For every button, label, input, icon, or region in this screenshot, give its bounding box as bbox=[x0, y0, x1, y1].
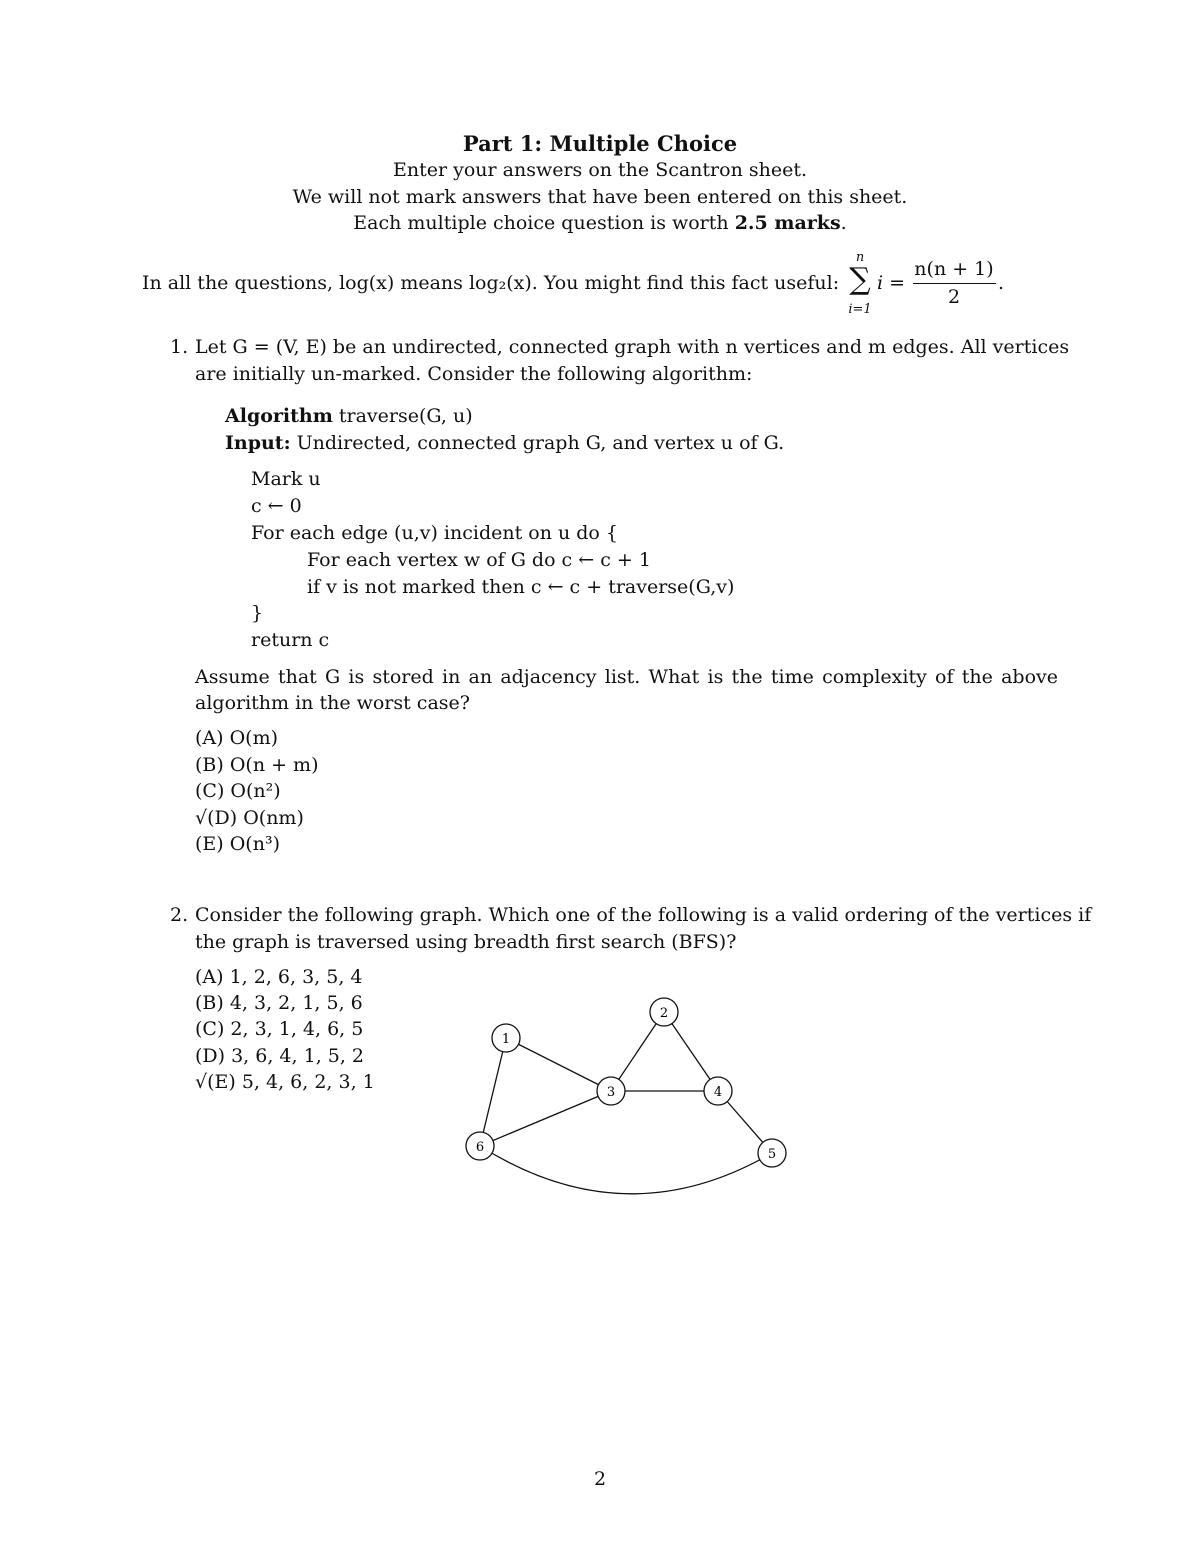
q1-assume-line-2: algorithm in the worst case? bbox=[195, 692, 470, 714]
fraction-denominator: 2 bbox=[947, 286, 961, 308]
marks-end: . bbox=[840, 212, 847, 234]
q2-line-1: Consider the following graph. Which one of the following is a valid ordering of the vertices if bbox=[195, 904, 1092, 926]
q1-option-correct: √(D) O(nm) bbox=[195, 807, 304, 829]
graph-node-label: 6 bbox=[475, 1140, 485, 1155]
graph-node-label: 4 bbox=[713, 1085, 723, 1100]
graph-edge bbox=[480, 1091, 611, 1146]
q2-option: (A) 1, 2, 6, 3, 5, 4 bbox=[195, 966, 363, 988]
page-number: 2 bbox=[593, 1468, 607, 1490]
q2-number: 2. bbox=[170, 904, 189, 926]
fact-text: In all the questions, log(x) means log₂(x). You might find this fact useful: bbox=[142, 272, 840, 294]
code-line: Mark u bbox=[251, 468, 321, 490]
graph-edge bbox=[480, 1038, 506, 1146]
q2-line-2: the graph is traversed using breadth first search (BFS)? bbox=[195, 931, 737, 953]
fact-period: . bbox=[998, 272, 1005, 294]
graph-edge bbox=[506, 1038, 611, 1091]
graph-node-label: 2 bbox=[659, 1006, 669, 1021]
q1-line-2: are initially un-marked. Consider the following algorithm: bbox=[195, 363, 753, 385]
input-keyword: Input: bbox=[225, 432, 291, 454]
q2-option: (C) 2, 3, 1, 4, 6, 5 bbox=[195, 1018, 364, 1040]
q2-option-correct: √(E) 5, 4, 6, 2, 3, 1 bbox=[195, 1071, 375, 1093]
fraction-numerator: n(n + 1) bbox=[914, 258, 994, 280]
section-title: Part 1: Multiple Choice bbox=[462, 131, 738, 156]
q1-option: (C) O(n²) bbox=[195, 780, 281, 802]
graph-node-label: 1 bbox=[501, 1032, 511, 1047]
code-line: return c bbox=[251, 629, 330, 651]
q1-option: (B) O(n + m) bbox=[195, 754, 319, 776]
sum-symbol: ∑ bbox=[849, 262, 871, 297]
algorithm-signature: traverse(G, u) bbox=[338, 405, 473, 427]
instruction-line-1: Enter your answers on the Scantron sheet. bbox=[392, 159, 807, 181]
code-line: For each vertex w of G do c ← c + 1 bbox=[307, 549, 651, 571]
sum-term: i = bbox=[877, 272, 906, 294]
q1-option: (E) O(n³) bbox=[195, 833, 280, 855]
marks-text: Each multiple choice question is worth bbox=[353, 212, 729, 234]
q1-option: (A) O(m) bbox=[195, 727, 279, 749]
marks-value: 2.5 marks bbox=[734, 212, 841, 234]
algorithm-keyword: Algorithm bbox=[225, 405, 333, 427]
code-line: c ← 0 bbox=[251, 495, 302, 517]
q1-assume-line-1: Assume that G is stored in an adjacency list. What is the time complexity of the above bbox=[195, 666, 1058, 688]
code-line: if v is not marked then c ← c + traverse(G,v) bbox=[307, 576, 735, 598]
q1-number: 1. bbox=[170, 336, 189, 358]
q2-option: (D) 3, 6, 4, 1, 5, 2 bbox=[195, 1045, 365, 1067]
q1-line-1: Let G = (V, E) be an undirected, connected graph with n vertices and m edges. All vertices bbox=[195, 336, 1070, 358]
sum-upper-limit: n bbox=[855, 250, 865, 265]
q2-option: (B) 4, 3, 2, 1, 5, 6 bbox=[195, 992, 363, 1014]
input-description: Undirected, connected graph G, and vertex u of G. bbox=[296, 432, 785, 454]
graph-edge bbox=[480, 1146, 772, 1194]
instruction-line-2: We will not mark answers that have been entered on this sheet. bbox=[292, 186, 908, 208]
code-line: For each edge (u,v) incident on u do { bbox=[251, 522, 618, 544]
sum-lower-limit: i=1 bbox=[848, 302, 872, 317]
code-line: } bbox=[251, 602, 264, 624]
graph-node-label: 5 bbox=[767, 1147, 777, 1162]
graph-node-label: 3 bbox=[606, 1085, 616, 1100]
